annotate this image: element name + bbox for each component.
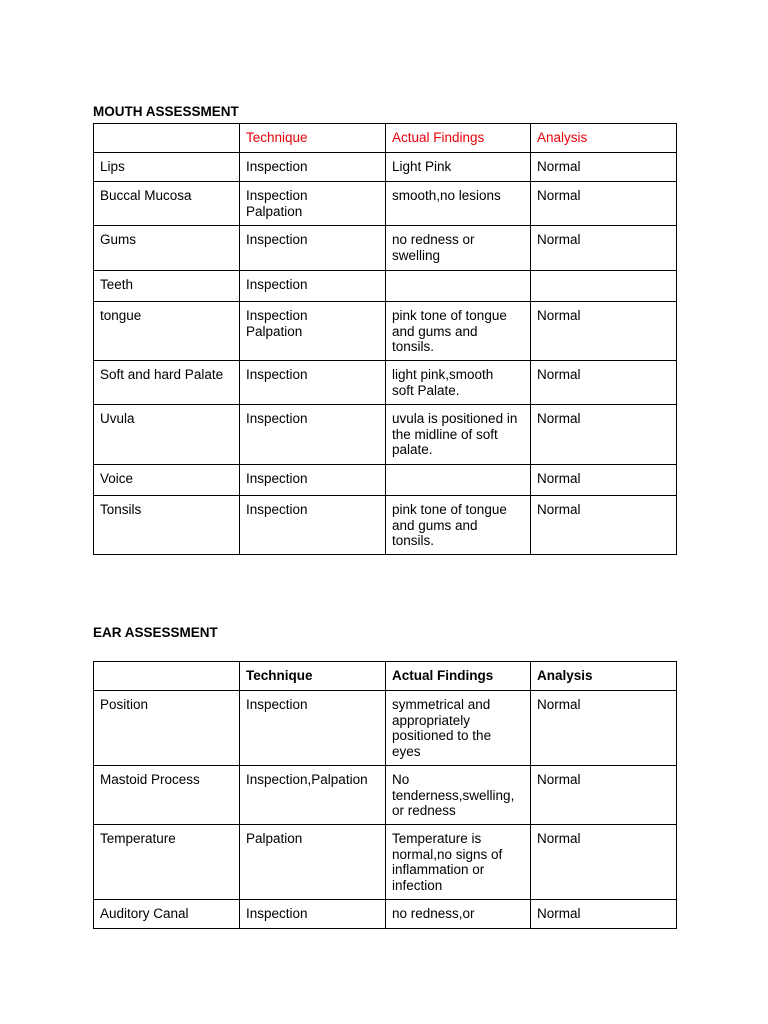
header-cell-technique: Technique [240,662,386,691]
table-cell: Buccal Mucosa [94,182,240,226]
table-cell [386,271,531,302]
table-cell: Temperature is normal,no signs of inflammation or infection [386,825,531,900]
ear-assessment-title: EAR ASSESSMENT [93,625,218,640]
table-row [94,691,677,766]
table-cell: Normal [531,766,677,825]
table-cell: Normal [531,900,677,929]
table-cell: uvula is positioned in the midline of soft palate. [386,405,531,465]
table-cell: Normal [531,226,677,271]
header-cell-actual-findings: Actual Findings [386,662,531,691]
table-cell: Normal [531,361,677,405]
table-cell: Soft and hard Palate [94,361,240,405]
table-cell: Normal [531,691,677,766]
header-cell-actual-findings: Actual Findings [386,124,531,153]
ear-assessment-table [93,661,677,929]
table-cell: no redness,or [386,900,531,929]
header-cell-blank [94,124,240,153]
table-cell: Inspection [240,405,386,465]
table-cell: Inspection [240,900,386,929]
table-cell: Light Pink [386,153,531,182]
table-cell [386,465,531,496]
table-cell: Auditory Canal [94,900,240,929]
table-cell: Inspection,Palpation [240,766,386,825]
table-cell: Normal [531,465,677,496]
table-cell: Voice [94,465,240,496]
table-cell: Inspection [240,465,386,496]
table-cell: Normal [531,182,677,226]
table-cell: Tonsils [94,496,240,555]
table-cell: Inspection Palpation [240,302,386,361]
table-row [94,153,677,182]
table-row [94,900,677,929]
table-cell: symmetrical and appropriately positioned to the eyes [386,691,531,766]
table-row [94,465,677,496]
table-cell: light pink,smooth soft Palate. [386,361,531,405]
table-row [94,361,677,405]
table-cell: Normal [531,825,677,900]
table-cell: Gums [94,226,240,271]
table-row [94,182,677,226]
table-cell: pink tone of tongue and gums and tonsils. [386,496,531,555]
table-row [94,825,677,900]
table-row [94,226,677,271]
header-cell-blank [94,662,240,691]
table-cell: Inspection [240,496,386,555]
table-cell: Palpation [240,825,386,900]
table-cell: pink tone of tongue and gums and tonsils. [386,302,531,361]
table-cell: Normal [531,405,677,465]
table-cell: no redness or swelling [386,226,531,271]
table-cell: Normal [531,153,677,182]
table-cell: Temperature [94,825,240,900]
table-row [94,405,677,465]
table-cell: Position [94,691,240,766]
table-cell [531,271,677,302]
table-cell: Normal [531,302,677,361]
table-cell: smooth,no lesions [386,182,531,226]
table-header-row [94,124,677,153]
header-cell-technique: Technique [240,124,386,153]
table-header-row [94,662,677,691]
table-cell: Teeth [94,271,240,302]
table-cell: Normal [531,496,677,555]
table-cell: Lips [94,153,240,182]
header-cell-analysis: Analysis [531,124,677,153]
mouth-assessment-table [93,123,677,555]
table-cell: Inspection [240,691,386,766]
header-cell-analysis: Analysis [531,662,677,691]
table-row [94,766,677,825]
table-cell: Inspection [240,153,386,182]
table-cell: tongue [94,302,240,361]
table-cell: Mastoid Process [94,766,240,825]
table-row [94,302,677,361]
mouth-assessment-title: MOUTH ASSESSMENT [93,104,239,119]
table-cell: Inspection Palpation [240,182,386,226]
table-cell: Inspection [240,271,386,302]
table-cell: Uvula [94,405,240,465]
table-cell: No tenderness,swelling, or redness [386,766,531,825]
table-cell: Inspection [240,361,386,405]
table-cell: Inspection [240,226,386,271]
table-row [94,496,677,555]
table-row [94,271,677,302]
